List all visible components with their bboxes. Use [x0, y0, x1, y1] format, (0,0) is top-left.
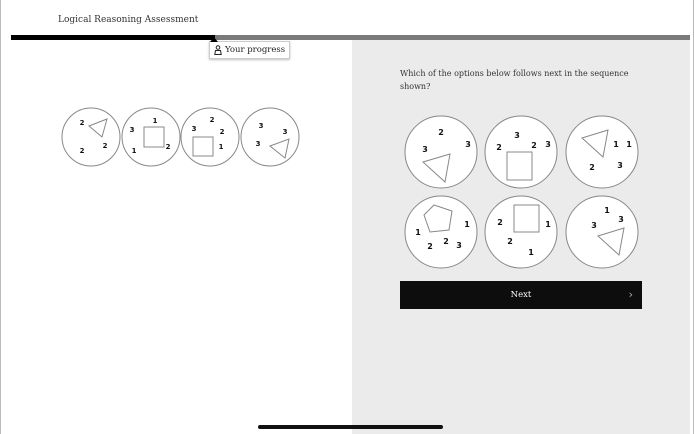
sequence-figure-circle	[122, 108, 180, 166]
figure-number: 3	[422, 145, 428, 154]
figure-number: 2	[507, 237, 513, 246]
figure-number: 2	[219, 128, 225, 136]
option-6[interactable]	[566, 196, 638, 268]
figure-number: 2	[589, 163, 595, 172]
sequence-figure-2	[122, 108, 180, 166]
progress-label: Your progress	[225, 45, 286, 55]
assessment-title: Logical Reasoning Assessment	[58, 15, 199, 25]
figure-number: 1	[528, 248, 534, 257]
option-5[interactable]	[485, 196, 557, 268]
option-1[interactable]	[405, 116, 477, 188]
figure-number: 1	[131, 147, 137, 155]
option-4[interactable]	[405, 196, 477, 268]
figure-number: 2	[531, 141, 537, 150]
sequence-figure-circle	[62, 108, 120, 166]
figure-number: 2	[79, 147, 85, 155]
sequence-figure-3	[181, 108, 239, 166]
sequence-figure-1	[62, 108, 120, 166]
figure-number: 2	[438, 128, 444, 137]
figure-number: 1	[464, 220, 470, 229]
option-circle[interactable]	[405, 116, 477, 188]
figure-number: 2	[496, 143, 502, 152]
figure-number: 2	[427, 242, 433, 251]
figure-number: 1	[613, 140, 619, 149]
figure-number: 3	[618, 215, 624, 224]
figure-number: 3	[617, 161, 623, 170]
figure-number: 3	[282, 128, 288, 136]
figure-number: 3	[129, 126, 135, 134]
figure-number: 3	[591, 221, 597, 230]
figure-number: 2	[165, 143, 171, 151]
figure-number: 2	[497, 218, 503, 227]
option-2[interactable]	[485, 116, 557, 188]
option-circle[interactable]	[566, 196, 638, 268]
figure-number: 1	[218, 143, 224, 151]
sequence-figure-circle	[241, 108, 299, 166]
option-circle[interactable]	[566, 116, 638, 188]
figure-number: 3	[514, 131, 520, 140]
figure-number: 2	[209, 116, 215, 124]
chevron-right-icon: ›	[628, 288, 633, 301]
figure-number: 3	[465, 140, 471, 149]
option-3[interactable]	[566, 116, 638, 188]
figure-number: 1	[626, 140, 632, 149]
figure-number: 1	[604, 206, 610, 215]
figure-number: 2	[79, 119, 85, 127]
figure-number: 2	[102, 142, 108, 150]
next-label: Next	[510, 290, 532, 300]
figure-number: 3	[258, 122, 264, 130]
next-button[interactable]	[400, 281, 642, 309]
home-indicator[interactable]	[258, 425, 443, 429]
figure-number: 3	[545, 140, 551, 149]
question-text: Which of the options below follows next in the sequence shown?	[400, 69, 629, 91]
figure-number: 3	[456, 241, 462, 250]
figure-number: 1	[415, 228, 421, 237]
figure-number: 3	[191, 125, 197, 133]
figure-number: 3	[255, 140, 261, 148]
figure-number: 1	[545, 220, 551, 229]
sequence-figure-4	[241, 108, 299, 166]
figure-number: 2	[443, 237, 449, 246]
figure-number: 1	[152, 117, 158, 125]
